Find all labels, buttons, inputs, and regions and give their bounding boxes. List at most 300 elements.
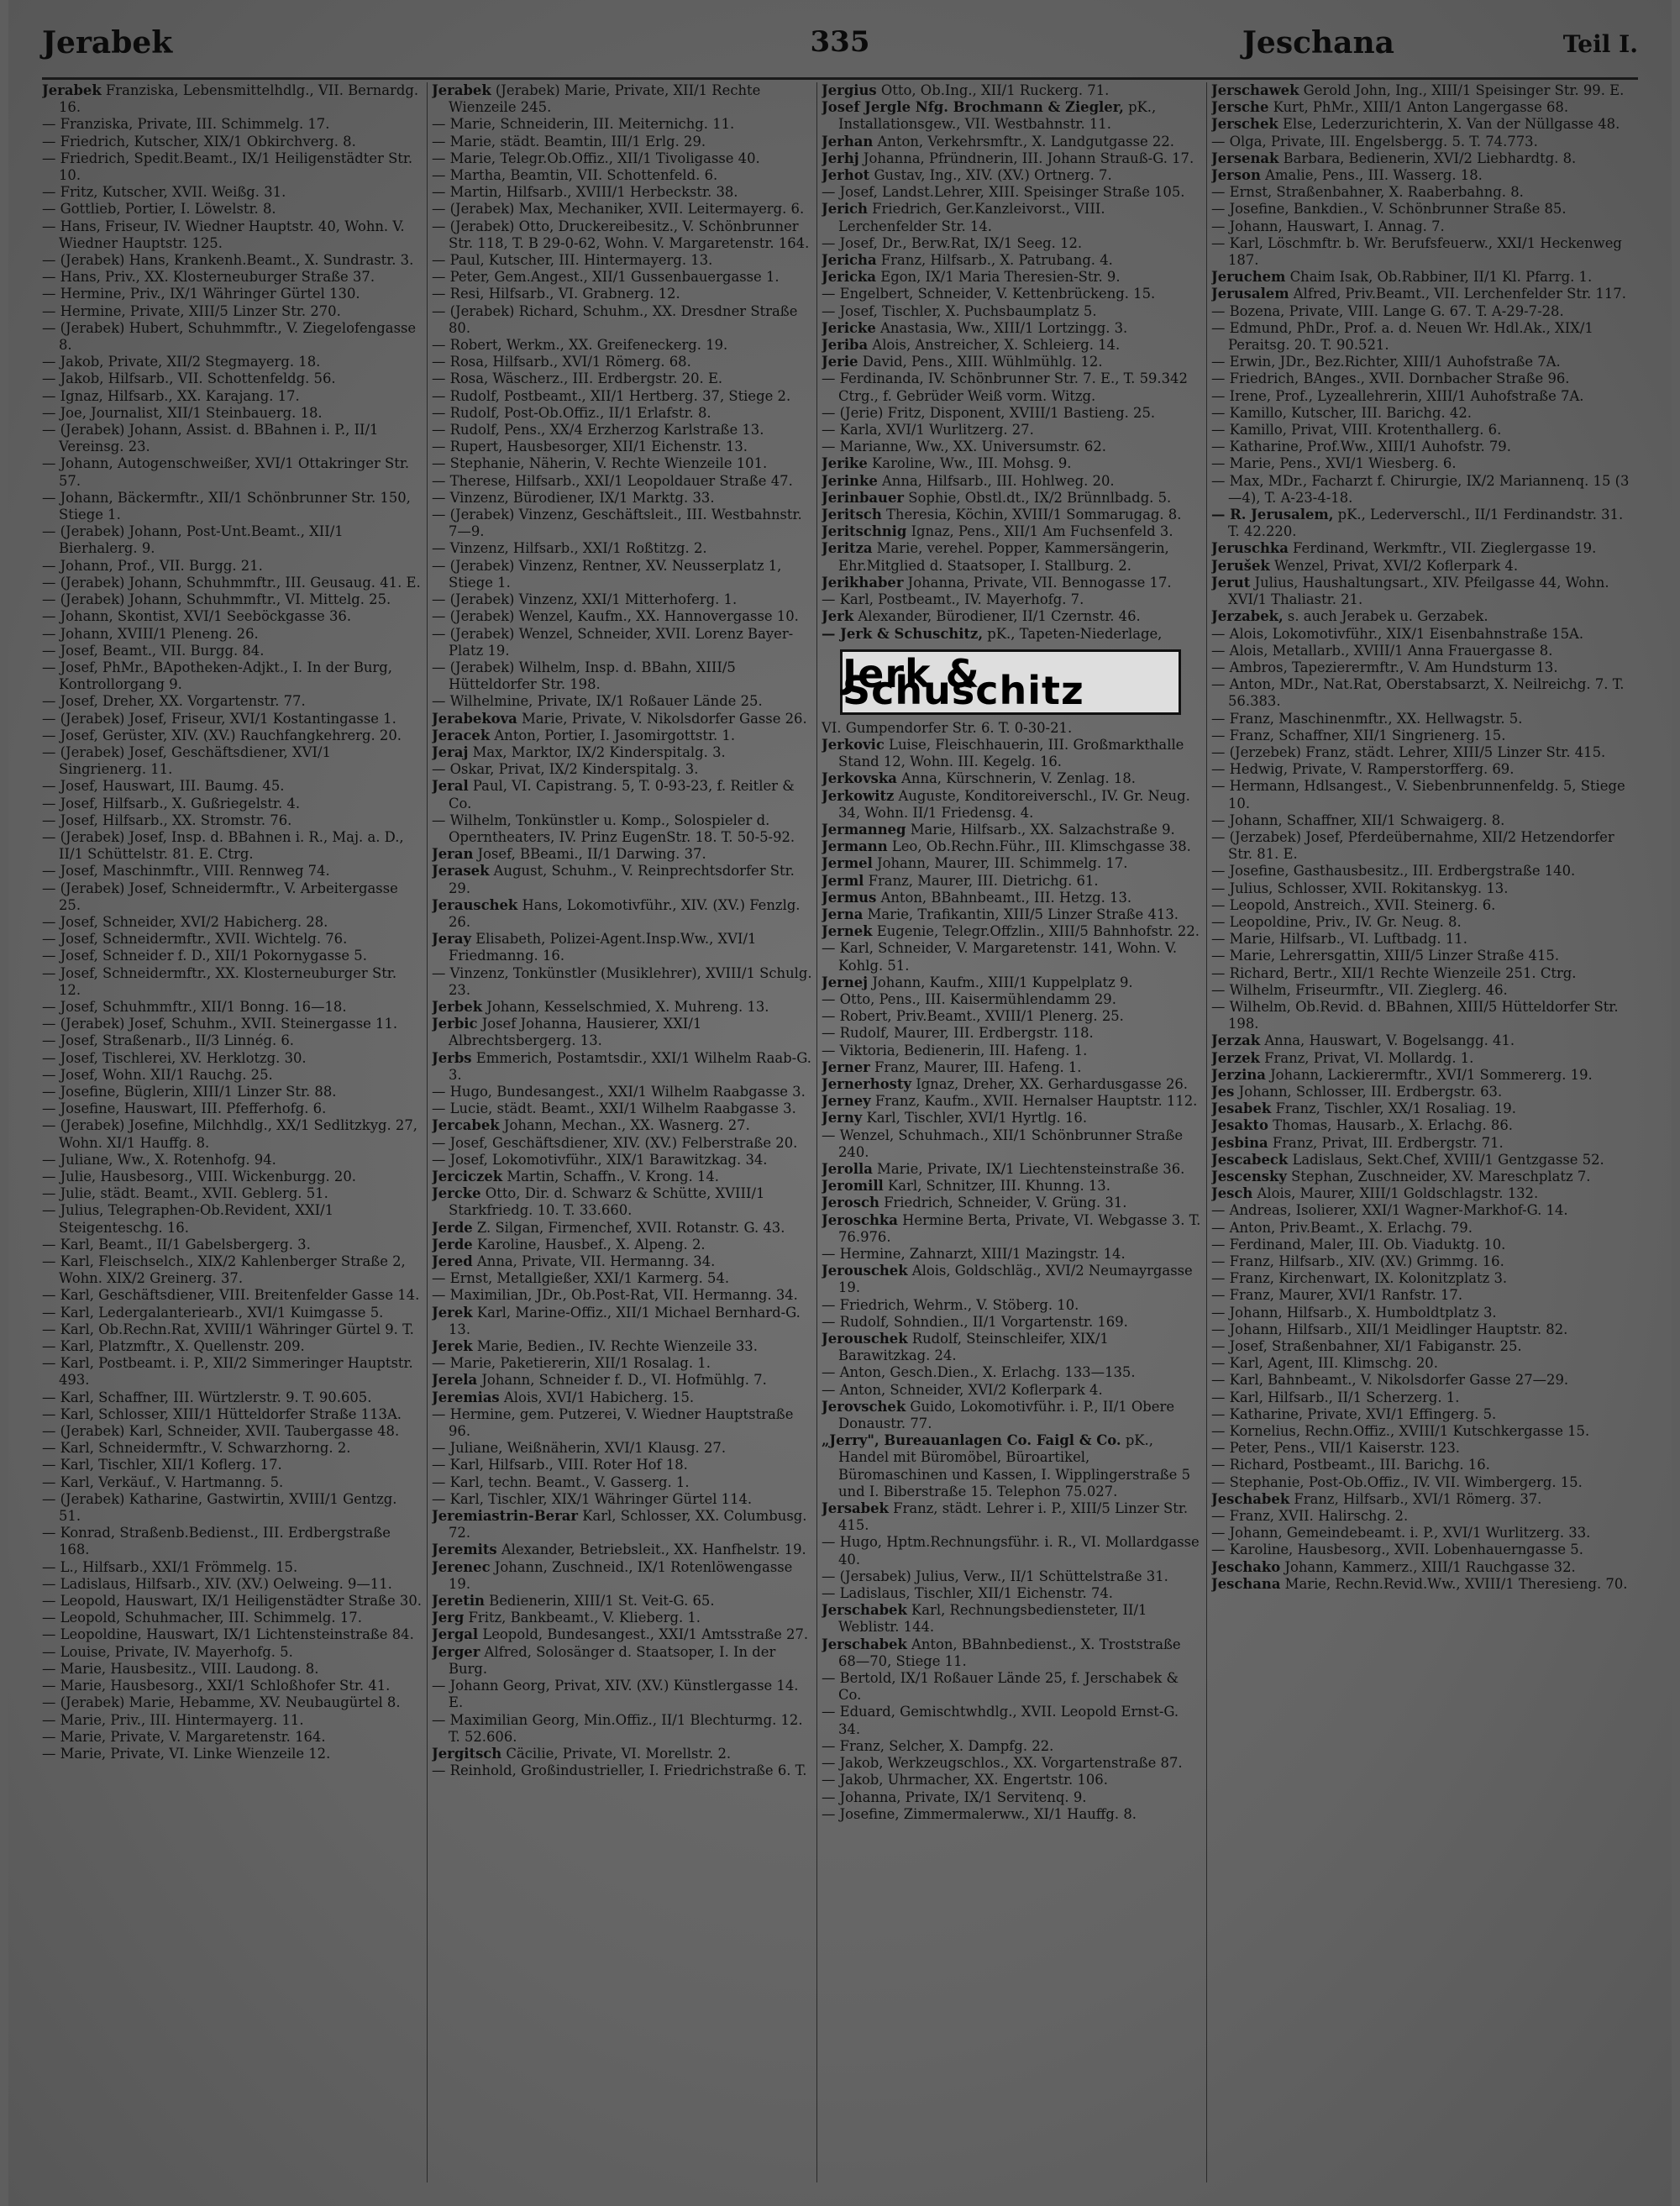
entry-text: — Ladislaus, Hilfsarb., XIV. (XV.) Oelweing. 9—11. [42,1575,392,1592]
entry-surname: Jerde [432,1236,473,1253]
directory-entry [822,337,1201,354]
entry-surname: Jersche [1211,99,1269,116]
directory-entry [432,1610,813,1626]
directory-entry [42,1321,422,1338]
directory-entry [822,626,1201,643]
entry-text: — Martha, Beamtin, VII. Schottenfeld. 6. [432,167,718,184]
entry-text: Franz, Tischler, XX/1 Rosaliag. 19. [1271,1100,1516,1117]
directory-entry [822,1432,1201,1500]
directory-entry [432,711,813,727]
entry-text: — Josef, Hauswart, III. Baumg. 45. [42,778,285,795]
directory-entry [822,1212,1201,1246]
directory-entry [822,1364,1201,1381]
entry-text: — Karl, techn. Beamt., V. Gasserg. 1. [432,1473,690,1490]
entry-text: — Leopold, Schuhmacher, III. Schimmelg. 17. [42,1610,362,1626]
directory-entry [42,1593,422,1610]
entry-surname: Jeray [432,931,471,948]
entry-text: Auguste, Konditoreiverschl., IV. Gr. Neug. 34, Wohn. II/1 Friedensg. 4. [838,787,1190,821]
directory-entry [822,873,1201,890]
entry-text: — Hans, Friseur, IV. Wiedner Hauptstr. 40, Wohn. V. Wiedner Hauptstr. 125. [42,218,405,251]
entry-text: — Olga, Private, III. Engelsbergg. 5. T. 74.773. [1211,133,1538,150]
entry-text: — Bertold, IX/1 Roßauer Lände 25, f. Jerschabek & Co. [822,1670,1179,1704]
entry-text: Johann, Kaufm., XIII/1 Kuppelplatz 9. [868,974,1133,990]
directory-entry [822,320,1201,337]
entry-surname: Jerschek [1211,116,1278,133]
entry-text: — Ferdinand, Maler, III. Ob. Viaduktg. 10. [1211,1236,1506,1253]
entry-text: — (Jerzabek) Josef, Pferdeübernahme, XII/2 Hetzendorfer Str. 81. E. [1211,828,1614,863]
entry-text: Karl, Schnitzer, III. Khunng. 13. [883,1178,1110,1195]
entry-text: — Rudolf, Maurer, III. Erdbergstr. 118. [822,1025,1094,1042]
entry-surname: Jerolla [822,1160,873,1177]
entry-text: — Edmund, PhDr., Prof. a. d. Neuen Wr. Hdl.Ak., XIX/1 Peraitsg. 20. T. 90.521. [1211,319,1593,354]
entry-surname: Jerschabek [822,1602,907,1619]
entry-text: Ladislaus, Sekt.Chef, XVIII/1 Gentzgasse 52. [1288,1151,1604,1168]
entry-text: — (Jerie) Fritz, Disponent, XVIII/1 Bastieng. 25. [822,404,1156,421]
entry-text: Paul, VI. Capistrang. 5, T. 0-93-23, f. Reitler & Co. [449,778,795,811]
entry-text: Eugenie, Telegr.Offzlin., XIII/5 Bahnhofstr. 22. [872,923,1200,940]
entry-text: Gerold John, Ing., XIII/1 Speisinger Str. 99. E. [1299,82,1625,98]
entry-surname: Jeritsch [822,507,882,523]
directory-entry [822,1382,1201,1399]
directory-entry [42,1712,422,1729]
header-right-keyword: Jeschana [1242,25,1394,60]
entry-text: — Rosa, Wäscherz., III. Erdbergstr. 20. E. [432,370,723,387]
entry-text: Anton, BBahnbedienst., X. Troststraße 68—70, Stiege 11. [838,1636,1181,1669]
entry-text: — Johann, Gemeindebeamt. i. P., XVI/1 Wurlitzerg. 33. [1211,1525,1591,1542]
entry-text: — Franz, Hilfsarb., XIV. (XV.) Grimmg. 16. [1211,1253,1504,1270]
directory-entry [432,558,813,591]
directory-column-1 [42,82,422,2182]
entry-text: — Josefine, Zimmermalerww., XI/1 Hauffg. 8. [822,1805,1137,1822]
entry-text: Bedienerin, XIII/1 St. Veit-G. 65. [484,1593,715,1610]
directory-entry [42,490,422,523]
directory-entry [1211,812,1638,829]
entry-text: — Wenzel, Schuhmach., XII/1 Schönbrunner Straße 240. [822,1127,1184,1160]
directory-entry [42,1423,422,1440]
directory-entry [1211,727,1638,744]
directory-entry [822,354,1201,370]
directory-entry [432,1220,813,1237]
entry-text: — Josef, PhMr., BApotheken-Adjkt., I. In der Burg, Kontrollorgang 9. [42,659,392,693]
entry-surname: Jerenec [432,1558,491,1575]
entry-surname: Jermann [822,838,888,855]
directory-entry [432,473,813,490]
entry-text: pK., Lederverschl., II/1 Ferdinandstr. 31. T. 42.220. [1228,507,1624,540]
directory-entry [822,1110,1201,1127]
entry-text: Marie, Rechn.Revid.Ww., XVIII/1 Theresieng. 70. [1280,1575,1628,1592]
entry-text: — (Jersabek) Julius, Verw., II/1 Schüttelstraße 31. [822,1568,1168,1584]
directory-entry [822,167,1201,184]
entry-surname: Jerike [822,455,868,472]
entry-text: Chaim Isak, Ob.Rabbiner, II/1 Kl. Pfarrg. 1. [1285,269,1593,286]
directory-entry [822,1297,1201,1314]
entry-text: — (Jerabek) Johann, Schuhmmftr., III. Geusaug. 41. E. [42,574,421,591]
entry-text: — Josef, Dr., Berw.Rat, IX/1 Seeg. 12. [822,234,1083,251]
entry-surname: Jerinbauer [822,489,905,506]
directory-column-2 [432,82,813,2182]
directory-entry [1211,1508,1638,1525]
directory-entry [1211,1117,1638,1134]
entry-text: — Karl, Postbeamt. i. P., XII/2 Simmeringer Hauptstr. 493. [42,1355,413,1389]
entry-text: — Wilhelm, Tonkünstler u. Komp., Solospieler d. Operntheaters, IV. Prinz EugenStr. 18. T. 50-5-92. [432,811,795,845]
directory-entry [822,940,1201,974]
entry-surname: Jeromill [822,1178,884,1195]
page-number: 335 [810,25,870,59]
entry-text: Franz, städt. Lehrer i. P., XIII/5 Linzer Str. 415. [838,1500,1189,1534]
entry-text: — (Jerabek) Josef, Insp. d. BBahnen i. R., Maj. a. D., II/1 Schüttelstr. 81. E. Ctrg. [42,828,404,863]
entry-text: — Karl, Löschmftr. b. Wr. Berufsfeuerw., XXI/1 Heckenweg 187. [1211,234,1622,269]
directory-entry [1211,1525,1638,1542]
entry-text: — Karl, Schneidermftr., V. Schwarzhorng. 2. [42,1440,351,1457]
entry-surname: Jergal [432,1626,479,1643]
entry-surname: Jergius [822,82,877,98]
entry-text: — Hugo, Bundesangest., XXI/1 Wilhelm Raabgasse 3. [432,1083,806,1100]
directory-entry [822,1738,1201,1755]
entry-surname: Jeran [432,846,474,863]
entry-surname: Jerauschek [432,896,518,913]
entry-text: Franz, Kaufm., XVII. Hernalser Hauptstr. 112. [870,1093,1198,1110]
directory-entry [42,150,422,184]
entry-text: Johann, Zuschneid., IX/1 Rotenlöwengasse 19. [449,1558,793,1592]
directory-entry [822,1076,1201,1093]
directory-entry [822,269,1201,286]
directory-entry [1211,422,1638,439]
entry-surname: Jeretin [432,1593,485,1610]
entry-text: Franz, Maurer, III. Hafeng. 1. [869,1058,1082,1075]
directory-entry [432,150,813,167]
directory-entry [42,1185,422,1202]
directory-entry [42,1491,422,1525]
directory-entry [42,914,422,931]
page-header [42,25,1638,76]
entry-text: — Josef, Schneidermftr., XVII. Wichtelg. 76. [42,931,348,948]
entry-text: — Martin, Hilfsarb., XVIII/1 Herbeckstr. 38. [432,184,738,201]
entry-surname: Jermel [822,855,873,872]
directory-entry [1211,1338,1638,1355]
entry-text: Else, Lederzurichterin, X. Van der Nüllgasse 48. [1278,116,1620,133]
entry-text: — Franziska, Private, III. Schimmelg. 17. [42,116,330,133]
directory-entry [1211,1169,1638,1185]
directory-entry [42,1237,422,1253]
directory-entry [1211,354,1638,370]
entry-text: Alois, XVI/1 Habicherg. 15. [499,1389,695,1405]
entry-text: Karoline, Hausbef., X. Alpeng. 2. [472,1236,706,1253]
entry-text: — Richard, Postbeamt., III. Barichg. 16. [1211,1457,1490,1473]
directory-entry [432,167,813,184]
entry-text: — Jakob, Werkzeugschlos., XX. Vorgartenstraße 87. [822,1755,1183,1772]
entry-text: — Leopold, Anstreich., XVII. Steinerg. 6. [1211,896,1496,913]
directory-entry [42,1525,422,1558]
directory-entry [1211,982,1638,999]
entry-text: — Josef, Schneider f. D., XII/1 Pokornygasse 5. [42,948,367,964]
directory-entry [42,591,422,608]
directory-entry [42,863,422,880]
directory-entry [432,82,813,116]
directory-entry [1211,1100,1638,1117]
directory-entry [42,880,422,914]
directory-entry [1211,1084,1638,1100]
entry-surname: Jerušek [1211,557,1270,574]
directory-entry [1211,439,1638,455]
directory-entry [432,1338,813,1355]
entry-text: — Alois, Lokomotivführ., XIX/1 Eisenbahnstraße 15A. [1211,625,1584,642]
entry-text: Egon, IX/1 Maria Theresien-Str. 9. [876,269,1121,286]
entry-text: Thomas, Hausarb., X. Erlachg. 86. [1268,1117,1514,1134]
entry-text: — Josef, Schneider, XVI/2 Habicherg. 28. [42,913,328,930]
entry-text: — Vinzenz, Tonkünstler (Musiklehrer), XVIII/1 Schulg. 23. [432,964,812,998]
directory-entry [1211,1135,1638,1152]
entry-text: — (Jerabek) Josef, Schneidermftr., V. Arbeitergasse 25. [42,880,398,913]
entry-text: — Stephanie, Post-Ob.Offiz., IV. VII. Wimbergerg. 15. [1211,1473,1583,1490]
directory-entry [1211,1270,1638,1287]
entry-surname: Jerschabek [822,1636,907,1652]
entry-text: — Konrad, Straßenb.Bedienst., III. Erdbergstraße 168. [42,1525,391,1558]
entry-text: — Ambros, Tapezierermftr., V. Am Hundsturm 13. [1211,659,1558,675]
directory-entry [822,737,1201,770]
entry-surname: Jericka [822,269,877,286]
entry-text: — Karl, Schaffner, III. Würtzlerstr. 9. T. 90.605. [42,1389,372,1405]
entry-text: — Rudolf, Sohndien., II/1 Vorgartenstr. 169. [822,1313,1128,1330]
directory-entry [432,1185,813,1219]
directory-entry [42,796,422,812]
entry-text: — Jakob, Hilfsarb., VII. Schottenfeldg. 56. [42,370,336,387]
entry-text: pK., Handel mit Büromöbel, Büroartikel, Büromaschinen und Kassen, I. Wipplingerstraße 5 und I. Biberstraße 15. Telephon 75.027. [838,1432,1191,1500]
directory-entry [42,1287,422,1304]
entry-surname: Jerkovska [822,770,897,787]
directory-entry [432,184,813,201]
directory-entry [822,1025,1201,1042]
entry-text: — Franz, Maschinenmftr., XX. Hellwagstr. 5. [1211,710,1523,727]
entry-surname: Jerciczek [432,1169,503,1184]
directory-entry [432,1593,813,1610]
directory-entry [1211,1305,1638,1321]
directory-entry [1211,575,1638,608]
entry-text: Josef Johanna, Hausierer, XXI/1 Albrechtsbergerg. 13. [449,1016,702,1049]
entry-text: Marie, Bedien., IV. Rechte Wienzeile 33. [472,1338,758,1355]
entry-text: — Karl, Hilfsarb., II/1 Scherzerg. 1. [1211,1389,1460,1405]
entry-text: — Karl, Tischler, XII/1 Koflerg. 17. [42,1457,282,1473]
entry-surname: Jerouschek [822,1263,908,1279]
directory-entry [822,455,1201,472]
directory-entry [822,184,1201,201]
entry-surname: Jerger [432,1643,480,1660]
entry-text: Julius, Haushaltungsart., XIV. Pfeilgasse 44, Wohn. XVI/1 Thaliastr. 21. [1228,574,1609,608]
entry-text: — (Jerabek) Wilhelm, Insp. d. BBahn, XIII/5 Hütteldorfer Str. 198. [432,659,736,693]
directory-entry [432,1474,813,1491]
entry-text: — Karl, Tischler, XIX/1 Währinger Gürtel 114. [432,1490,753,1507]
entry-surname: Jeritza [822,540,873,557]
entry-text: — Katharine, Private, XVI/1 Effingerg. 5. [1211,1405,1497,1422]
directory-entry [1211,948,1638,964]
entry-text: — Josef, Maschinmftr., VIII. Rennweg 74. [42,863,330,880]
directory-entry [42,1202,422,1236]
directory-entry [432,1270,813,1287]
directory-entry [432,778,813,811]
directory-entry [42,1746,422,1762]
entry-text: Hermine Berta, Private, VI. Webgasse 3. T. 76.976. [838,1211,1201,1245]
entry-text: Amalie, Pens., III. Wasserg. 18. [1260,167,1483,184]
entry-text: VI. Gumpendorfer Str. 6. T. 0-30-21. [822,719,1073,736]
entry-text: — (Jerabek) Wenzel, Schneider, XVII. Lorenz Bayer-Platz 19. [432,625,794,659]
entry-text: Barbara, Bedienerin, XVI/2 Liebhardtg. 8. [1278,150,1577,166]
entry-text: — Josef, Schuhmmftr., XII/1 Bonng. 16—18. [42,998,347,1015]
entry-surname: Jeschabek [1211,1490,1290,1507]
entry-text: — Marie, Private, VI. Linke Wienzeile 12. [42,1745,331,1762]
directory-entry [432,405,813,422]
directory-entry [822,235,1201,252]
entry-surname: Jerde [432,1219,473,1236]
directory-entry [822,575,1201,591]
directory-entry [1211,676,1638,710]
directory-entry [42,286,422,302]
directory-entry [1211,150,1638,167]
directory-entry [42,1032,422,1049]
entry-surname: Jerzina [1211,1066,1266,1083]
directory-entry [42,1084,422,1100]
entry-text: Theresia, Köchin, XVIII/1 Sommarugag. 8. [881,507,1182,523]
directory-entry [42,643,422,659]
directory-entry [42,1406,422,1423]
entry-text: — Marie, Schneiderin, III. Meiternichg. 11. [432,116,735,133]
entry-surname: Jerhj [822,150,859,166]
directory-entry [822,540,1201,574]
entry-text: — Lucie, städt. Beamt., XXI/1 Wilhelm Raabgasse 3. [432,1100,796,1117]
entry-text: Karl, Schlosser, XX. Columbusg. 72. [449,1508,807,1542]
entry-surname: Jericha [822,252,877,269]
entry-text: — Josef, Gerüster, XIV. (XV.) Rauchfangkehrerg. 20. [42,727,402,743]
entry-text: — Johann, XVIII/1 Pleneng. 26. [42,625,259,642]
directory-entry [42,320,422,354]
entry-text: Wenzel, Privat, XVI/2 Koflerpark 4. [1269,557,1519,574]
entry-surname: Jerschawek [1211,82,1299,98]
entry-text: — Ernst, Straßenbahner, X. Raaberbahng. 8. [1211,184,1524,201]
entry-surname: Jerna [822,906,864,922]
directory-entry [822,134,1201,150]
entry-text: Alfred, Priv.Beamt., VII. Lerchenfelder Str. 117. [1289,286,1626,302]
entry-text: — (Jerzebek) Franz, städt. Lehrer, XIII/5 Linzer Str. 415. [1211,743,1606,760]
entry-text: Hans, Lokomotivführ., XIV. (XV.) Fenzlg. 26. [449,896,801,930]
entry-text: — Paul, Kutscher, III. Hintermayerg. 13. [432,252,713,269]
directory-entry [42,1694,422,1711]
directory-entry [822,974,1201,991]
directory-entry [42,422,422,455]
entry-surname: Jerml [822,872,864,889]
entry-text: Cäcilie, Private, VI. Morellstr. 2. [501,1745,732,1762]
directory-entry [432,1457,813,1473]
entry-surname: Jered [432,1253,473,1270]
directory-entry [1211,1237,1638,1253]
entry-text: — Friedrich, Spedit.Beamt., IX/1 Heiligenstädter Str. 10. [42,150,413,184]
entry-text: Guido, Lokomotivführ. i. P., II/1 Obere Donaustr. 77. [838,1398,1175,1432]
entry-text: Anton, BBahnbeamt., III. Hetzg. 13. [876,889,1132,906]
entry-text: — Karl, Hilfsarb., VIII. Roter Hof 18. [432,1457,688,1473]
directory-entry [1211,1457,1638,1473]
entry-text: — Franz, Maurer, XVI/1 Ranfstr. 17. [1211,1287,1463,1304]
entry-text: — Stephanie, Näherin, V. Rechte Wienzeile 101. [432,455,768,472]
directory-entry [822,1043,1201,1059]
directory-entry [432,1169,813,1185]
directory-entry [432,1372,813,1389]
entry-text: — Josef, Hilfsarb., X. Gußriegelstr. 4. [42,795,301,811]
directory-entry [822,1314,1201,1331]
directory-entry [1211,1321,1638,1338]
entry-text: — Karl, Agent, III. Klimschg. 20. [1211,1355,1438,1372]
entry-text: Rudolf, Steinschleifer, XIX/1 Barawitzkag. 24. [838,1331,1109,1364]
directory-entry [432,116,813,133]
directory-entry [822,1568,1201,1585]
directory-entry [822,1500,1201,1534]
entry-text: — Karl, Schlosser, XIII/1 Hütteldorfer Straße 113A. [42,1405,402,1422]
directory-entry [1211,455,1638,472]
entry-text: — Franz, Kirchenwart, IX. Kolonitzplatz 3. [1211,1270,1508,1287]
directory-entry [822,1772,1201,1788]
directory-entry [432,727,813,744]
header-left-keyword: Jerabek [42,25,173,60]
entry-text: — Maximilian Georg, Min.Offiz., II/1 Blechturmg. 12. T. 52.606. [432,1711,803,1745]
entry-surname: Jerusalem [1211,286,1289,302]
entry-text: August, Schuhm., V. Reinprechtsdorfer Str. 29. [449,863,795,896]
directory-entry [42,1050,422,1067]
entry-text: — Eduard, Gemischtwhdlg., XVII. Leopold Ernst-G. 34. [822,1704,1179,1737]
entry-text: — (Jerabek) Josef, Geschäftsdiener, XVI/1 Singrienerg. 11. [42,743,331,778]
entry-text: — Alois, Metallarb., XVIII/1 Anna Frauergasse 8. [1211,642,1553,659]
entry-text: — Julie, städt. Beamt., XVII. Geblerg. 51. [42,1185,328,1202]
directory-entry [1211,235,1638,269]
directory-entry [1211,1389,1638,1406]
entry-text: Franz, Privat, VI. Mollardg. 1. [1259,1049,1474,1066]
entry-text: Karoline, Ww., III. Mohsg. 9. [867,455,1072,472]
entry-surname: Jesakto [1211,1117,1268,1134]
directory-entry [822,1195,1201,1211]
entry-text: — Karl, Verkäuf., V. Hartmanng. 5. [42,1473,284,1490]
directory-entry [42,1729,422,1746]
entry-surname: Jerkowitz [822,787,895,804]
entry-text: — Josef, Tischler, X. Puchsbaumplatz 5. [822,302,1097,319]
directory-entry [1211,320,1638,354]
entry-text: — Josef, Wohn. XII/1 Rauchg. 25. [42,1066,273,1083]
entry-text: Max, Marktor, IX/2 Kinderspitalg. 3. [468,743,726,760]
entry-text: — Hedwig, Private, V. Ramperstorfferg. 69. [1211,761,1515,778]
directory-entry [42,82,422,116]
directory-entry [42,1474,422,1491]
header-part-label: Teil I. [1562,30,1638,58]
entry-text: Marie, Private, IX/1 Liechtensteinstraße 36. [872,1160,1185,1177]
entry-text: — Maximilian, JDr., Ob.Post-Rat, VII. Hermanng. 34. [432,1287,798,1304]
entry-surname: Jerbek [432,998,483,1015]
entry-text: — Hans, Priv., XX. Klosterneuburger Straße 37. [42,269,375,286]
entry-text: pK., Installationsgew., VII. Westbahnstr. 11. [838,99,1157,133]
directory-entry [822,890,1201,906]
directory-entry [822,1161,1201,1178]
directory-entry [432,1712,813,1746]
entry-text: — Engelbert, Schneider, V. Kettenbrückeng. 15. [822,286,1156,302]
entry-text: Marie, Hilfsarb., XX. Salzachstraße 9. [906,821,1175,838]
entry-surname: Jerzabek, [1211,608,1284,625]
directory-entry [1211,99,1638,116]
entry-text: — (Jerabek) Richard, Schuhm., XX. Dresdner Straße 80. [432,302,798,336]
entry-text: — Leopoldine, Hauswart, IX/1 Lichtensteinstraße 84. [42,1626,414,1643]
directory-entry [822,822,1201,838]
entry-text: Franz, Hilfsarb., X. Patrubang. 4. [876,252,1113,269]
header-rule [42,77,1638,80]
entry-text: — (Jerabek) Hubert, Schuhmmftr., V. Ziegelofengasse 8. [42,319,417,354]
entry-text: — Karl, Platzmftr., X. Quellenstr. 209. [42,1338,305,1355]
advertisement-text: Jerk & Schuschitz [843,650,1084,713]
entry-surname: Jerzak [1211,1032,1261,1049]
directory-entry [822,252,1201,269]
entry-text: — (Jerabek) Josef, Friseur, XVI/1 Kostantingasse 1. [42,710,396,727]
directory-entry [1211,999,1638,1032]
